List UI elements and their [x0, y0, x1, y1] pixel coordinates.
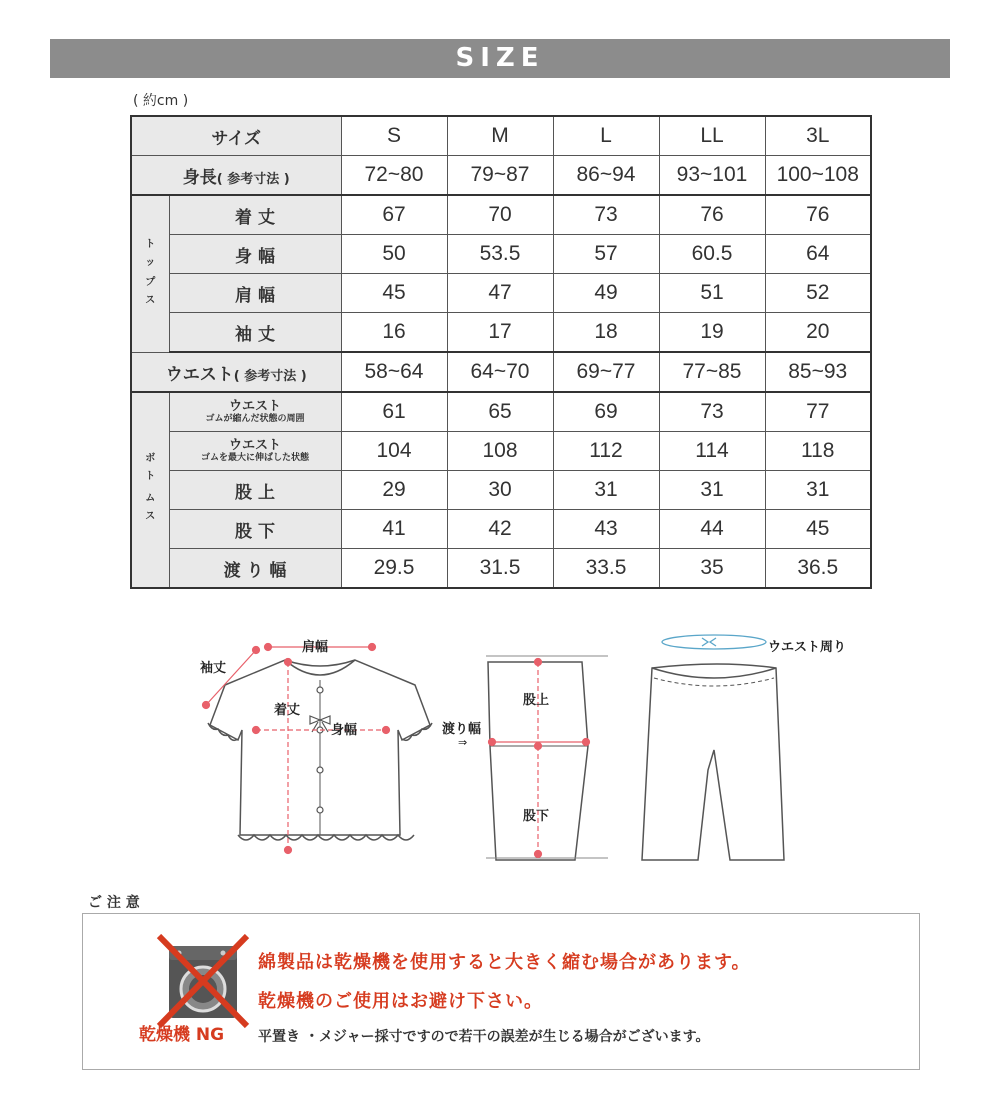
table-cell: 77: [765, 392, 871, 432]
table-cell: 114: [659, 432, 765, 471]
size-header: サイズ: [131, 116, 341, 156]
size-banner: SIZE: [50, 39, 950, 78]
table-cell: 64: [765, 235, 871, 274]
table-cell: 49: [553, 274, 659, 313]
table-cell: 42: [447, 510, 553, 549]
table-cell: 33.5: [553, 549, 659, 589]
label-body-width: 身幅: [331, 723, 358, 738]
waist-label: ウエスト( 参考寸法 ): [131, 352, 341, 392]
table-cell: 93~101: [659, 156, 765, 196]
height-label: 身長( 参考寸法 ): [131, 156, 341, 196]
label-rise: 股上: [523, 693, 550, 708]
table-cell: 76: [659, 195, 765, 235]
tops-row-label: 着 丈: [169, 195, 341, 235]
bottoms-row-label: 渡 り 幅: [169, 549, 341, 589]
table-cell: 31: [659, 471, 765, 510]
bottoms-row-label: 股 下: [169, 510, 341, 549]
bottoms-row-label: ウエスト ゴムが縮んだ状態の周囲: [169, 392, 341, 432]
table-cell: 104: [341, 432, 447, 471]
size-3l: 3L: [765, 116, 871, 156]
measurement-diagram: [190, 630, 870, 870]
table-cell: 76: [765, 195, 871, 235]
waist-around-arrow-icon: [662, 635, 766, 649]
table-cell: 36.5: [765, 549, 871, 589]
table-cell: 29: [341, 471, 447, 510]
size-s: S: [341, 116, 447, 156]
table-cell: 112: [553, 432, 659, 471]
table-cell: 73: [659, 392, 765, 432]
tops-row-label: 身 幅: [169, 235, 341, 274]
label-sleeve-length: 袖丈: [200, 661, 227, 676]
table-cell: 45: [765, 510, 871, 549]
label-shoulder-width: 肩幅: [302, 640, 329, 655]
label-body-length: 着丈: [274, 703, 301, 718]
table-cell: 61: [341, 392, 447, 432]
caution-line-3: 平置き ・メジャー採寸ですので若干の誤差が生じる場合がございます。: [258, 1029, 710, 1045]
dryer-prohibited-icon: [153, 934, 253, 1032]
size-table: [130, 115, 872, 589]
table-cell: 19: [659, 313, 765, 353]
table-cell: 35: [659, 549, 765, 589]
table-cell: 57: [553, 235, 659, 274]
table-cell: 77~85: [659, 352, 765, 392]
table-cell: 50: [341, 235, 447, 274]
table-cell: 60.5: [659, 235, 765, 274]
table-cell: 16: [341, 313, 447, 353]
size-l: L: [553, 116, 659, 156]
table-cell: 108: [447, 432, 553, 471]
table-cell: 64~70: [447, 352, 553, 392]
table-cell: 85~93: [765, 352, 871, 392]
table-cell: 86~94: [553, 156, 659, 196]
label-inseam: 股下: [523, 809, 550, 824]
table-cell: 31: [553, 471, 659, 510]
caution-title: ご 注 意: [88, 895, 140, 911]
unit-note: ( 約cm ): [133, 93, 189, 109]
table-cell: 52: [765, 274, 871, 313]
table-cell: 51: [659, 274, 765, 313]
table-cell: 73: [553, 195, 659, 235]
size-ll: LL: [659, 116, 765, 156]
table-cell: 118: [765, 432, 871, 471]
table-cell: 44: [659, 510, 765, 549]
table-cell: 100~108: [765, 156, 871, 196]
table-cell: 41: [341, 510, 447, 549]
caution-line-1: 綿製品は乾燥機を使用すると大きく縮む場合があります。: [258, 952, 751, 973]
table-cell: 30: [447, 471, 553, 510]
tops-row-label: 袖 丈: [169, 313, 341, 353]
caution-line-2: 乾燥機のご使用はお避け下さい。: [258, 991, 543, 1012]
table-cell: 17: [447, 313, 553, 353]
pants-front-illustration: [642, 664, 784, 860]
table-cell: 65: [447, 392, 553, 432]
tops-group-label: ト ッ プ ス: [131, 195, 169, 352]
size-m: M: [447, 116, 553, 156]
table-cell: 72~80: [341, 156, 447, 196]
table-cell: 70: [447, 195, 553, 235]
table-cell: 47: [447, 274, 553, 313]
label-thigh-width: 渡り幅: [442, 722, 482, 737]
table-cell: 53.5: [447, 235, 553, 274]
bottoms-row-label: ウエスト ゴムを最大に伸ばした状態: [169, 432, 341, 471]
arrow-right-icon: ⇒: [458, 736, 468, 749]
caution-box: [82, 913, 920, 1070]
table-cell: 58~64: [341, 352, 447, 392]
label-waist-around: ウエスト周り: [768, 640, 847, 655]
table-cell: 67: [341, 195, 447, 235]
table-cell: 20: [765, 313, 871, 353]
table-cell: 79~87: [447, 156, 553, 196]
bottoms-row-label: 股 上: [169, 471, 341, 510]
table-cell: 29.5: [341, 549, 447, 589]
bottoms-group-label: ボ ト ム ス: [131, 392, 169, 588]
table-cell: 45: [341, 274, 447, 313]
table-cell: 69~77: [553, 352, 659, 392]
table-cell: 31.5: [447, 549, 553, 589]
tops-row-label: 肩 幅: [169, 274, 341, 313]
table-cell: 18: [553, 313, 659, 353]
table-cell: 69: [553, 392, 659, 432]
table-cell: 43: [553, 510, 659, 549]
dryer-ng-label: 乾燥機 NG: [139, 1025, 225, 1045]
table-cell: 31: [765, 471, 871, 510]
